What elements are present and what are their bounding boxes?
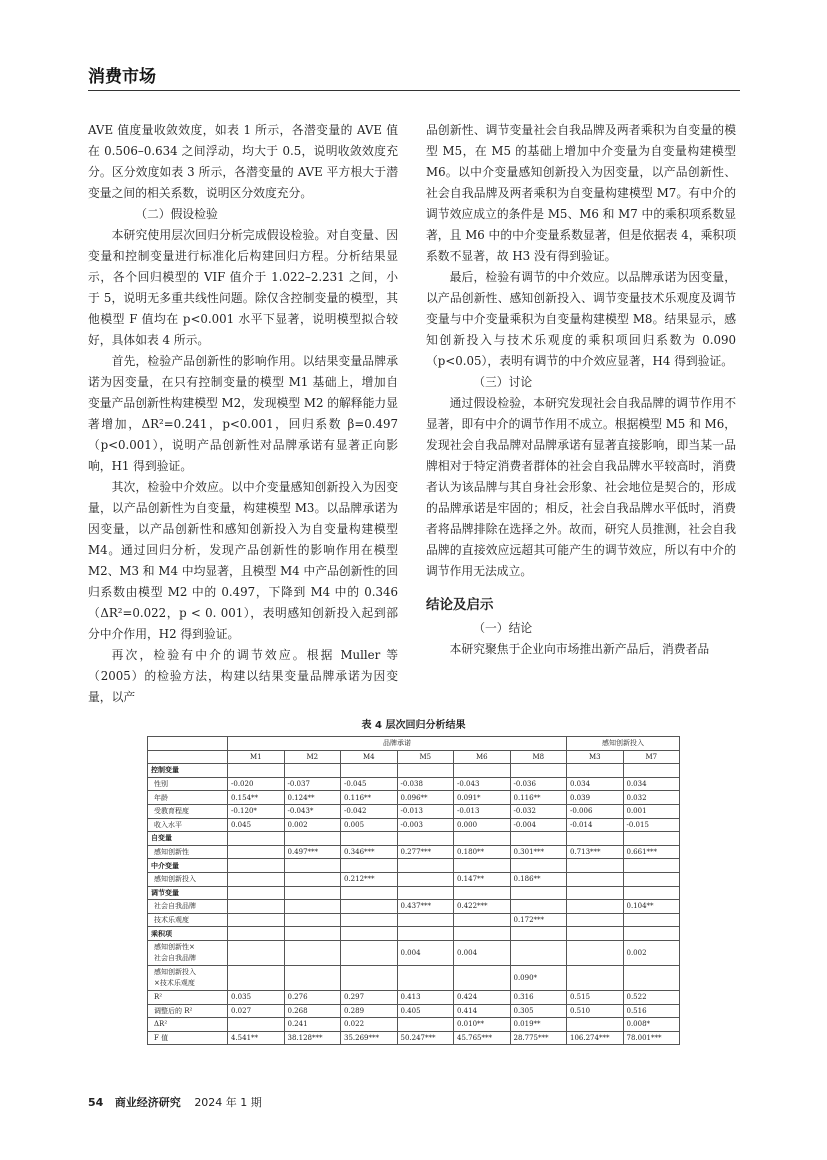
table-cell: 0.276 bbox=[284, 990, 341, 1004]
table-cell bbox=[228, 940, 285, 965]
model-header-row bbox=[148, 750, 680, 764]
section-label: 自变量 bbox=[148, 832, 228, 846]
table-cell: 0.289 bbox=[341, 1004, 398, 1018]
model-header: M7 bbox=[623, 750, 680, 764]
table-cell: 0.004 bbox=[454, 940, 511, 965]
table-cell bbox=[341, 913, 398, 927]
table-row bbox=[148, 940, 680, 965]
table-cell bbox=[454, 913, 511, 927]
table-cell: -0.036 bbox=[510, 777, 567, 791]
table-cell: 28.775*** bbox=[510, 1031, 567, 1045]
table-cell: 0.510 bbox=[567, 1004, 624, 1018]
table-row bbox=[148, 1031, 680, 1045]
header-corner bbox=[148, 737, 228, 751]
model-header: M3 bbox=[567, 750, 624, 764]
section-row bbox=[148, 927, 680, 941]
section-label: 控制变量 bbox=[148, 764, 228, 778]
row-label: 年龄 bbox=[148, 791, 228, 805]
table-cell: 0.316 bbox=[510, 990, 567, 1004]
table-cell: 35.269*** bbox=[341, 1031, 398, 1045]
table-cell bbox=[284, 913, 341, 927]
table-cell: 0.180** bbox=[454, 845, 511, 859]
table-cell bbox=[623, 965, 680, 990]
table-cell bbox=[341, 940, 398, 965]
table-cell: 0.268 bbox=[284, 1004, 341, 1018]
table-cell: 0.424 bbox=[454, 990, 511, 1004]
table-row bbox=[148, 913, 680, 927]
table-cell: 0.147** bbox=[454, 872, 511, 886]
paragraph: 通过假设检验，本研究发现社会自我品牌的调节作用不显著，即有中介的调节作用不成立。根据模型 M5 和 M6，发现社会自我品牌对品牌承诺有显著直接影响，即当某一品牌相对于特定消费者群体的社会自我品牌水平较高时，消费者认为该品牌与其自身社会形象、社会地位是契合的，形成的品牌承诺是牢固的；相反，社会自我品牌水平低时，消费者将品牌排除在选择之外。故而，研究人员推测，社会自我品牌的直接效应远超其可能产生的调节效应，所以有中介的调节作用无法成立。 bbox=[426, 396, 736, 578]
table-cell: 0.154** bbox=[228, 791, 285, 805]
table-cell: 0.301*** bbox=[510, 845, 567, 859]
model-header: M6 bbox=[454, 750, 511, 764]
table-cell: 45.765*** bbox=[454, 1031, 511, 1045]
table-row bbox=[148, 900, 680, 914]
section-row bbox=[148, 764, 680, 778]
table-cell: 0.661*** bbox=[623, 845, 680, 859]
paragraph: 品创新性、调节变量社会自我品牌及两者乘积为自变量的模型 M5，在 M5 的基础上增加中介变量为自变量构建模型 M6。以中介变量感知创新投入为因变量，以产品创新性、社会自我品牌及两者乘积为自变量构建模型 M7。有中介的调节效应成立的条件是 M5、M6 和 M7 中的乘积项系数显著，且 M6 中的中介变量系数显著，但是依据表 4，乘积项系数不显著，故 H3 没有得到验证。 bbox=[426, 123, 736, 263]
table-cell: 0.034 bbox=[567, 777, 624, 791]
table-cell: 0.422*** bbox=[454, 900, 511, 914]
row-label: 调整后的 R² bbox=[148, 1004, 228, 1018]
table-cell bbox=[284, 965, 341, 990]
row-label: 性别 bbox=[148, 777, 228, 791]
table-cell: 0.039 bbox=[567, 791, 624, 805]
table-cell: 0.035 bbox=[228, 990, 285, 1004]
table-cell: 0.241 bbox=[284, 1018, 341, 1032]
section-heading: 结论及启示 bbox=[426, 597, 494, 613]
table-cell bbox=[623, 913, 680, 927]
table-cell: 0.005 bbox=[341, 818, 398, 832]
row-label: R² bbox=[148, 990, 228, 1004]
table-cell: 0.027 bbox=[228, 1004, 285, 1018]
table-cell: 0.022 bbox=[341, 1018, 398, 1032]
table-cell bbox=[228, 965, 285, 990]
table-cell: -0.038 bbox=[397, 777, 454, 791]
group-header-brand: 品牌承诺 bbox=[228, 737, 567, 751]
model-header: M1 bbox=[228, 750, 285, 764]
table-cell: -0.006 bbox=[567, 804, 624, 818]
table-row bbox=[148, 818, 680, 832]
row-label bbox=[148, 940, 228, 965]
table-cell bbox=[397, 872, 454, 886]
table-cell: 0.405 bbox=[397, 1004, 454, 1018]
table-cell: 0.002 bbox=[284, 818, 341, 832]
row-label: 收入水平 bbox=[148, 818, 228, 832]
table-cell bbox=[510, 900, 567, 914]
header-rule bbox=[88, 90, 740, 91]
row-label: 受教育程度 bbox=[148, 804, 228, 818]
regression-table bbox=[147, 736, 680, 1045]
table-cell: 0.186** bbox=[510, 872, 567, 886]
table-row bbox=[148, 777, 680, 791]
table-cell: 0.045 bbox=[228, 818, 285, 832]
paragraph: 其次，检验中介效应。以中介变量感知创新投入为因变量，以产品创新性为自变量，构建模型 M3。以品牌承诺为因变量，以产品创新性和感知创新投入为自变量构建模型 M4。通过回归分析，发现产品创新性的影响作用在模型 M2、M3 和 M4 中均显著，且模型 M4 中产品创新性的回归系数由模型 M2 中的 0.497，下降到 M4 中的 0.346（ΔR²=0.022，p < 0. 001），表明感知创新投入起到部分中介作用，H2 得到验证。 bbox=[88, 480, 398, 641]
table-cell: 0.277*** bbox=[397, 845, 454, 859]
table-cell: 0.437*** bbox=[397, 900, 454, 914]
section-label: 中介变量 bbox=[148, 859, 228, 873]
issue-label: 2024 年 1 期 bbox=[194, 1096, 262, 1109]
table-cell: -0.013 bbox=[397, 804, 454, 818]
table-cell: 0.002 bbox=[623, 940, 680, 965]
table-cell: 0.096** bbox=[397, 791, 454, 805]
row-label-line: 感知创新投入 bbox=[154, 967, 196, 976]
row-label: 社会自我品牌 bbox=[148, 900, 228, 914]
group-header-invest: 感知创新投入 bbox=[567, 737, 680, 751]
model-header: M8 bbox=[510, 750, 567, 764]
table-cell: 0.124** bbox=[284, 791, 341, 805]
section-label: 调节变量 bbox=[148, 886, 228, 900]
table-cell: -0.015 bbox=[623, 818, 680, 832]
row-label bbox=[148, 965, 228, 990]
table-cell: 0.297 bbox=[341, 990, 398, 1004]
table-cell: -0.013 bbox=[454, 804, 511, 818]
row-label-line: ×技术乐观度 bbox=[154, 978, 195, 987]
paragraph: 本研究使用层次回归分析完成假设检验。对自变量、因变量和控制变量进行标准化后构建回归方程。分析结果显示，各个回归模型的 VIF 值介于 1.022–2.231 之间，小于 5，说明无多重共线性问题。除仅含控制变量的模型，其他模型 F 值均在 p<0.001 水平下显著，说明模型拟合较好，具体如表 4 所示。 bbox=[88, 228, 398, 347]
table-cell bbox=[284, 900, 341, 914]
table-cell bbox=[228, 872, 285, 886]
table-cell bbox=[567, 872, 624, 886]
right-text-column bbox=[426, 120, 736, 660]
table-cell: 0.019** bbox=[510, 1018, 567, 1032]
section-row bbox=[148, 886, 680, 900]
table-row bbox=[148, 872, 680, 886]
table-cell: 0.004 bbox=[397, 940, 454, 965]
table-cell: 0.116** bbox=[341, 791, 398, 805]
table-cell bbox=[567, 900, 624, 914]
table-cell bbox=[397, 1018, 454, 1032]
paragraph: 最后，检验有调节的中介效应。以品牌承诺为因变量，以产品创新性、感知创新投入、调节变量技术乐观度及调节变量与中介变量乘积为自变量构建模型 M8。结果显示，感知创新投入与技术乐观度的乘积项回归系数为 0.090（p<0.05），表明有调节的中介效应显著，H4 得到验证。 bbox=[426, 270, 736, 368]
row-label: 感知创新性 bbox=[148, 845, 228, 859]
subsection-heading: （一）结论 bbox=[473, 621, 533, 635]
table-cell bbox=[454, 965, 511, 990]
table-cell bbox=[228, 913, 285, 927]
table-cell bbox=[228, 1018, 285, 1032]
row-label-line: 社会自我品牌 bbox=[154, 953, 196, 962]
table-cell bbox=[341, 900, 398, 914]
table-cell: -0.014 bbox=[567, 818, 624, 832]
table-cell: -0.037 bbox=[284, 777, 341, 791]
table-cell: 0.000 bbox=[454, 818, 511, 832]
table-cell: -0.032 bbox=[510, 804, 567, 818]
section-row bbox=[148, 859, 680, 873]
table-cell: -0.045 bbox=[341, 777, 398, 791]
table-cell: 4.541** bbox=[228, 1031, 285, 1045]
table-cell: 0.090* bbox=[510, 965, 567, 990]
table-row bbox=[148, 965, 680, 990]
table-row bbox=[148, 1018, 680, 1032]
model-header: M4 bbox=[341, 750, 398, 764]
table-cell bbox=[228, 900, 285, 914]
table-cell: 0.212*** bbox=[341, 872, 398, 886]
table-row bbox=[148, 804, 680, 818]
table-cell: 38.128*** bbox=[284, 1031, 341, 1045]
table-cell: 50.247*** bbox=[397, 1031, 454, 1045]
table-cell bbox=[567, 1018, 624, 1032]
page-footer bbox=[88, 1094, 262, 1110]
table-row bbox=[148, 791, 680, 805]
table-cell bbox=[341, 965, 398, 990]
table-cell: -0.043* bbox=[284, 804, 341, 818]
table-cell: -0.043 bbox=[454, 777, 511, 791]
table-cell: -0.120* bbox=[228, 804, 285, 818]
table-cell: 78.001*** bbox=[623, 1031, 680, 1045]
table-cell: -0.003 bbox=[397, 818, 454, 832]
table-cell bbox=[397, 965, 454, 990]
table-cell bbox=[623, 872, 680, 886]
journal-name: 商业经济研究 bbox=[114, 1096, 181, 1109]
header-corner bbox=[148, 750, 228, 764]
table-cell: 0.032 bbox=[623, 791, 680, 805]
table-cell bbox=[284, 872, 341, 886]
subsection-heading: （三）讨论 bbox=[473, 375, 533, 389]
paragraph: 首先，检验产品创新性的影响作用。以结果变量品牌承诺为因变量，在只有控制变量的模型 M1 基础上，增加自变量产品创新性构建模型 M2，发现模型 M2 的解释能力显著增加，ΔR²=0.241，p<0.001，回归系数 β=0.497（p<0.001），说明产品创新性对品牌承诺有显著正向影响，H1 得到验证。 bbox=[88, 354, 398, 473]
table-cell: -0.042 bbox=[341, 804, 398, 818]
table-cell: 0.116** bbox=[510, 791, 567, 805]
table-cell: -0.020 bbox=[228, 777, 285, 791]
row-label: ΔR² bbox=[148, 1018, 228, 1032]
row-label-line: 感知创新性× bbox=[154, 942, 195, 951]
paragraph: 再次，检验有中介的调节效应。根据 Muller 等（2005）的检验方法，构建以结果变量品牌承诺为因变量，以产 bbox=[88, 648, 398, 704]
table-cell bbox=[284, 940, 341, 965]
table-cell: 0.413 bbox=[397, 990, 454, 1004]
table-cell bbox=[567, 965, 624, 990]
table-cell: 0.522 bbox=[623, 990, 680, 1004]
table-cell: 0.010** bbox=[454, 1018, 511, 1032]
table-cell: 106.274*** bbox=[567, 1031, 624, 1045]
table-cell: 0.008* bbox=[623, 1018, 680, 1032]
table-cell: 0.713*** bbox=[567, 845, 624, 859]
table-cell: 0.104** bbox=[623, 900, 680, 914]
row-label: 技术乐观度 bbox=[148, 913, 228, 927]
paragraph: 本研究聚焦于企业向市场推出新产品后，消费者品 bbox=[449, 642, 710, 656]
paragraph: AVE 值度量收敛效度，如表 1 所示，各潜变量的 AVE 值在 0.506–0.634 之间浮动，均大于 0.5，说明收敛效度充分。区分效度如表 3 所示，各潜变量的 AVE 平方根大于潜变量之间的相关系数，说明区分效度充分。 bbox=[88, 123, 398, 200]
table-cell bbox=[397, 913, 454, 927]
table-cell bbox=[510, 940, 567, 965]
table-cell bbox=[567, 940, 624, 965]
table-cell: 0.305 bbox=[510, 1004, 567, 1018]
page-header-title: 消费市场 bbox=[88, 67, 156, 87]
table-cell: 0.516 bbox=[623, 1004, 680, 1018]
table-cell: 0.034 bbox=[623, 777, 680, 791]
table-row bbox=[148, 1004, 680, 1018]
table-cell bbox=[228, 845, 285, 859]
table-row bbox=[148, 845, 680, 859]
table-cell: 0.172*** bbox=[510, 913, 567, 927]
model-header: M2 bbox=[284, 750, 341, 764]
section-label: 乘积项 bbox=[148, 927, 228, 941]
table-cell: 0.515 bbox=[567, 990, 624, 1004]
table-cell: 0.001 bbox=[623, 804, 680, 818]
page-number: 54 bbox=[88, 1096, 104, 1109]
table-title: 表 4 层次回归分析结果 bbox=[361, 720, 466, 731]
left-text-column bbox=[88, 120, 398, 708]
row-label: 感知创新投入 bbox=[148, 872, 228, 886]
table-cell: 0.346*** bbox=[341, 845, 398, 859]
table-cell: 0.091* bbox=[454, 791, 511, 805]
table-row bbox=[148, 990, 680, 1004]
table-header-row bbox=[148, 737, 680, 751]
table-cell bbox=[567, 913, 624, 927]
table-cell: -0.004 bbox=[510, 818, 567, 832]
table-cell: 0.497*** bbox=[284, 845, 341, 859]
table-cell: 0.414 bbox=[454, 1004, 511, 1018]
row-label: F 值 bbox=[148, 1031, 228, 1045]
section-row bbox=[148, 832, 680, 846]
model-header: M5 bbox=[397, 750, 454, 764]
subsection-heading: （二）假设检验 bbox=[135, 207, 218, 221]
